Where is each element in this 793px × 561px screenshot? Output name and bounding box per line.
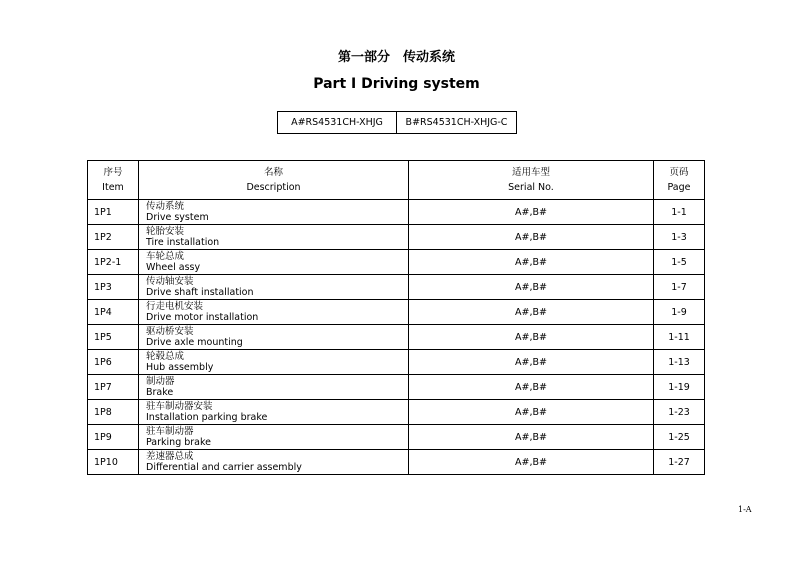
cell-item: 1P6 <box>88 350 139 375</box>
cell-description <box>139 350 409 375</box>
desc-cn: 驱动桥安装 <box>146 326 194 337</box>
cell-description <box>139 375 409 400</box>
desc-en: Differential and carrier assembly <box>146 462 302 473</box>
cell-description <box>139 325 409 350</box>
header-desc-en: Description <box>246 182 301 193</box>
table-row <box>88 225 705 250</box>
header-item-en: Item <box>102 182 124 193</box>
desc-cn: 轮毂总成 <box>146 351 185 362</box>
cell-page: 1-27 <box>654 450 705 475</box>
desc-en: Drive shaft installation <box>146 287 254 298</box>
desc-cn: 传动轴安装 <box>146 276 194 287</box>
cell-description <box>139 450 409 475</box>
cell-serial: A#,B# <box>409 450 654 475</box>
cell-description <box>139 275 409 300</box>
page-title-en: Part I Driving system <box>313 76 480 92</box>
desc-cn: 行走电机安装 <box>146 301 204 312</box>
header-page-en: Page <box>667 182 691 193</box>
cell-item: 1P1 <box>88 200 139 225</box>
table-row <box>88 300 705 325</box>
table-header-row <box>88 161 705 200</box>
cell-description <box>139 300 409 325</box>
cell-page: 1-3 <box>654 225 705 250</box>
model-table <box>277 111 517 134</box>
cell-item: 1P9 <box>88 425 139 450</box>
header-page-cn: 页码 <box>669 167 689 178</box>
cell-serial: A#,B# <box>409 375 654 400</box>
model-b: B#RS4531CH-XHJG-C <box>397 112 517 134</box>
desc-en: Parking brake <box>146 437 212 448</box>
header-page <box>654 161 705 200</box>
cell-serial: A#,B# <box>409 275 654 300</box>
table-row <box>88 350 705 375</box>
cell-item: 1P3 <box>88 275 139 300</box>
desc-en: Brake <box>146 387 174 398</box>
cell-description <box>139 400 409 425</box>
cell-serial: A#,B# <box>409 425 654 450</box>
header-item <box>88 161 139 200</box>
cell-description <box>139 225 409 250</box>
cell-serial: A#,B# <box>409 200 654 225</box>
table-row <box>88 250 705 275</box>
model-a: A#RS4531CH-XHJG <box>278 112 397 134</box>
cell-item: 1P2 <box>88 225 139 250</box>
header-serial <box>409 161 654 200</box>
cell-serial: A#,B# <box>409 225 654 250</box>
desc-cn: 轮胎安装 <box>146 226 185 237</box>
desc-en: Wheel assy <box>146 262 201 273</box>
footer-page-label: 1-A <box>738 505 752 514</box>
desc-cn: 制动器 <box>146 376 175 387</box>
cell-page: 1-19 <box>654 375 705 400</box>
desc-en: Installation parking brake <box>146 412 268 423</box>
cell-page: 1-23 <box>654 400 705 425</box>
header-description <box>139 161 409 200</box>
desc-cn: 驻车制动器 <box>146 426 194 437</box>
cell-page: 1-9 <box>654 300 705 325</box>
cell-page: 1-5 <box>654 250 705 275</box>
cell-item: 1P7 <box>88 375 139 400</box>
cell-item: 1P4 <box>88 300 139 325</box>
parts-index-table <box>87 160 705 475</box>
cell-page: 1-13 <box>654 350 705 375</box>
desc-en: Drive motor installation <box>146 312 259 323</box>
table-row <box>88 200 705 225</box>
header-serial-en: Serial No. <box>508 182 554 193</box>
cell-page: 1-11 <box>654 325 705 350</box>
desc-en: Hub assembly <box>146 362 214 373</box>
cell-description <box>139 200 409 225</box>
desc-en: Tire installation <box>146 237 220 248</box>
desc-cn: 差速器总成 <box>146 451 194 462</box>
cell-page: 1-7 <box>654 275 705 300</box>
cell-serial: A#,B# <box>409 400 654 425</box>
cell-page: 1-25 <box>654 425 705 450</box>
table-row <box>88 425 705 450</box>
cell-serial: A#,B# <box>409 325 654 350</box>
desc-en: Drive system <box>146 212 209 223</box>
page-title-cn: 第一部分 传动系统 <box>337 50 455 65</box>
cell-serial: A#,B# <box>409 350 654 375</box>
table-row <box>88 275 705 300</box>
cell-serial: A#,B# <box>409 300 654 325</box>
header-serial-cn: 适用车型 <box>511 167 550 178</box>
table-row <box>88 375 705 400</box>
desc-en: Drive axle mounting <box>146 337 243 348</box>
cell-page: 1-1 <box>654 200 705 225</box>
header-item-cn: 序号 <box>103 167 123 178</box>
cell-item: 1P2-1 <box>88 250 139 275</box>
desc-cn: 传动系统 <box>146 201 185 212</box>
desc-cn: 驻车制动器安装 <box>146 401 213 412</box>
table-row <box>88 400 705 425</box>
header-desc-cn: 名称 <box>263 167 283 178</box>
table-row <box>88 325 705 350</box>
cell-item: 1P5 <box>88 325 139 350</box>
cell-description <box>139 250 409 275</box>
cell-item: 1P8 <box>88 400 139 425</box>
desc-cn: 车轮总成 <box>146 251 185 262</box>
table-row <box>88 450 705 475</box>
cell-description <box>139 425 409 450</box>
cell-item: 1P10 <box>88 450 139 475</box>
cell-serial: A#,B# <box>409 250 654 275</box>
